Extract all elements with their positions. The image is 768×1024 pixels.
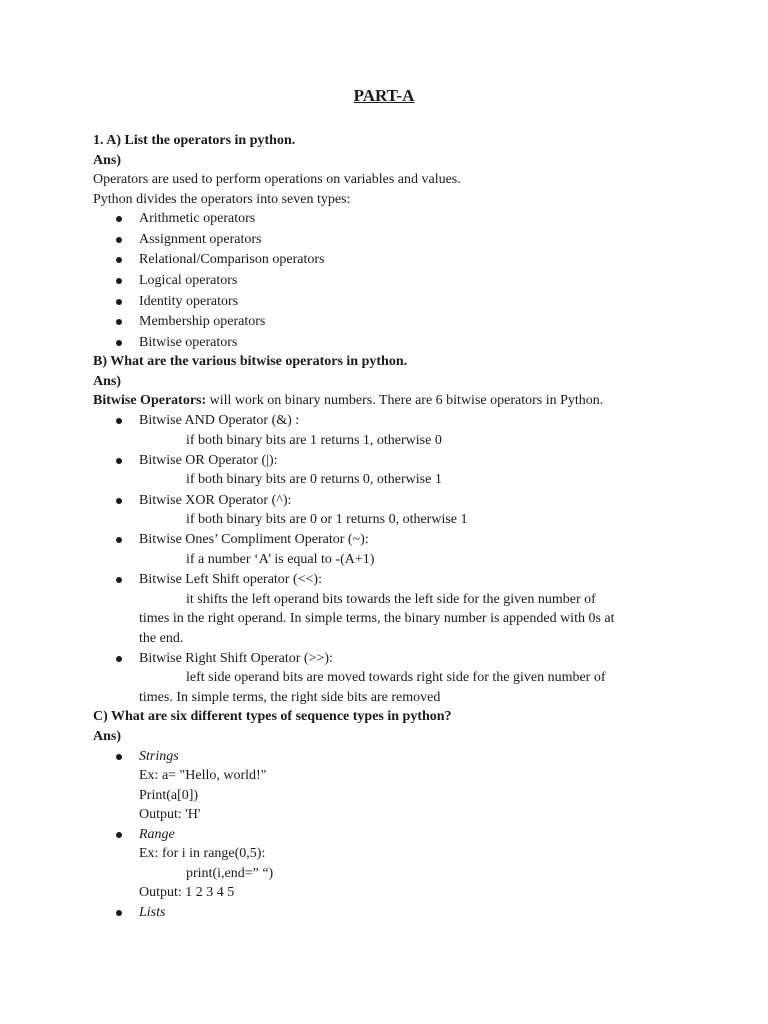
- list-item-description: if both binary bits are 1 returns 1, otherwise 0: [186, 433, 442, 448]
- code-example: Ex: a= "Hello, world!": [139, 768, 267, 783]
- bullet-icon: [116, 458, 122, 464]
- list-item: Identity operators: [139, 294, 239, 309]
- bullet-icon: [116, 237, 122, 243]
- list-item-description: if both binary bits are 0 or 1 returns 0, otherwise 1: [186, 512, 468, 527]
- code-example: Print(a[0]): [139, 788, 199, 803]
- question-1b-heading: B) What are the various bitwise operators in python.: [93, 354, 408, 369]
- code-example: print(i,end=” “): [186, 866, 274, 881]
- bullet-icon: [116, 278, 122, 284]
- paragraph: [93, 391, 603, 411]
- page-title: PART-A: [353, 86, 415, 105]
- answer-label: Ans): [93, 153, 122, 168]
- bold-term: Bitwise Operators:: [93, 393, 207, 408]
- bullet-icon: [116, 498, 122, 504]
- paragraph: Python divides the operators into seven types:: [93, 192, 351, 207]
- list-item: Bitwise Ones’ Compliment Operator (~):: [139, 532, 369, 547]
- paragraph-text: will work on binary numbers. There are 6 bitwise operators in Python.: [206, 393, 604, 408]
- bullet-icon: [116, 537, 122, 543]
- list-item-description: it shifts the left operand bits towards the left side for the given number of: [186, 592, 596, 607]
- list-item: Relational/Comparison operators: [139, 252, 325, 267]
- answer-label: Ans): [93, 729, 122, 744]
- bullet-icon: [116, 656, 122, 662]
- list-item-lists: Lists: [139, 905, 166, 920]
- list-item: Logical operators: [139, 273, 238, 288]
- bullet-icon: [116, 257, 122, 263]
- bullet-icon: [116, 216, 122, 222]
- bullet-icon: [116, 299, 122, 305]
- bullet-icon: [116, 340, 122, 346]
- code-output: Output: 1 2 3 4 5: [139, 885, 235, 900]
- list-item-description: times. In simple terms, the right side bits are removed: [139, 690, 441, 705]
- list-item: Bitwise operators: [139, 335, 238, 350]
- bullet-icon: [116, 910, 122, 916]
- paragraph: Operators are used to perform operations on variables and values.: [93, 172, 461, 187]
- list-item: Bitwise XOR Operator (^):: [139, 493, 292, 508]
- list-item: Bitwise OR Operator (|):: [139, 453, 278, 468]
- list-item: Arithmetic operators: [139, 211, 256, 226]
- list-item: Bitwise Right Shift Operator (>>):: [139, 651, 333, 666]
- list-item: Assignment operators: [139, 232, 262, 247]
- answer-label: Ans): [93, 374, 122, 389]
- list-item-description: if a number ‘A’ is equal to -(A+1): [186, 552, 375, 567]
- list-item-description: left side operand bits are moved towards right side for the given number of: [186, 670, 606, 685]
- list-item: Bitwise AND Operator (&) :: [139, 413, 300, 428]
- bullet-icon: [116, 832, 122, 838]
- list-item: Membership operators: [139, 314, 266, 329]
- question-1c-heading: C) What are six different types of sequence types in python?: [93, 709, 452, 724]
- bullet-icon: [116, 754, 122, 760]
- list-item-range: Range: [139, 827, 175, 842]
- list-item-description: times in the right operand. In simple terms, the binary number is appended with 0s at: [139, 611, 615, 626]
- code-example: Ex: for i in range(0,5):: [139, 846, 266, 861]
- list-item-description: if both binary bits are 0 returns 0, otherwise 1: [186, 472, 442, 487]
- list-item: Bitwise Left Shift operator (<<):: [139, 572, 322, 587]
- bullet-icon: [116, 418, 122, 424]
- code-output: Output: 'H': [139, 807, 201, 822]
- bullet-icon: [116, 577, 122, 583]
- list-item-strings: Strings: [139, 749, 179, 764]
- bullet-icon: [116, 319, 122, 325]
- question-1a-heading: 1. A) List the operators in python.: [93, 133, 296, 148]
- list-item-description: the end.: [139, 631, 184, 646]
